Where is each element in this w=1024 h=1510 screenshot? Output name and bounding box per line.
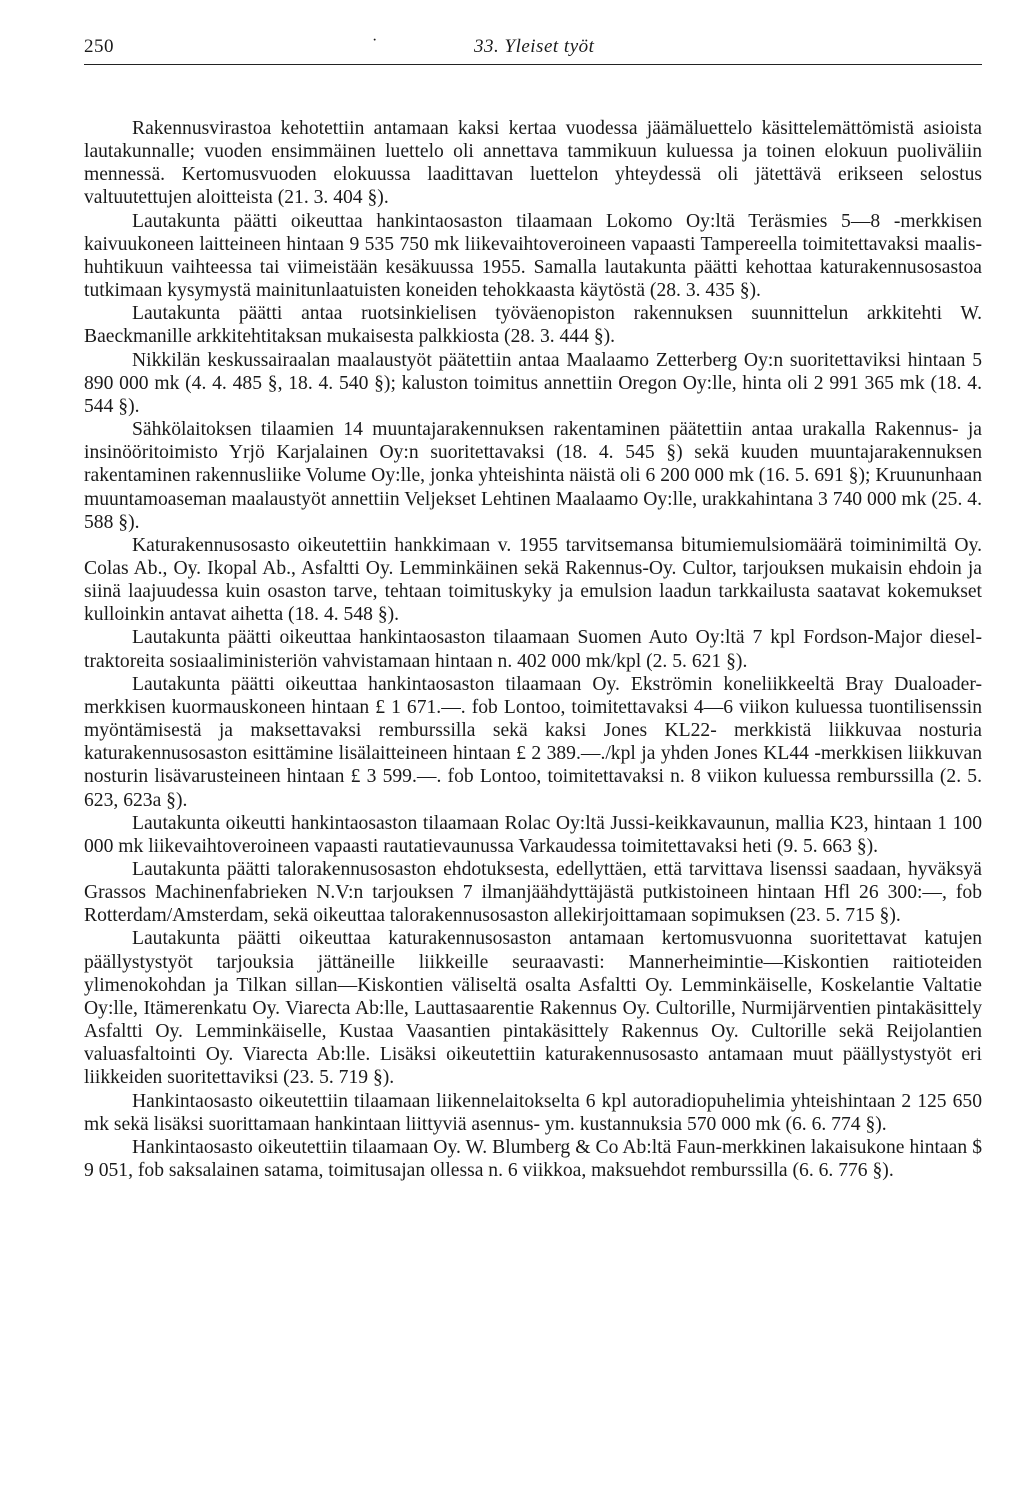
header-dot: · (372, 32, 378, 49)
page-number: 250 (84, 36, 114, 57)
section-title: 33. Yleiset työt (474, 36, 595, 57)
paragraph: Rakennusvirastoa kehotettiin antamaan kaksi kertaa vuodessa jäämäluettelo käsittelemättömistä asioista lautakunnalle; vuoden ensimmäinen luettelo oli annettava tammikuun kuluessa ja toinen elokuun puoliväliin mennessä. Kertomusvuoden elokuussa laadittavan luettelon yhteydessä oli jätettävä erikseen selostus valtuutettujen aloitteista (21. 3. 404 §). (84, 118, 982, 209)
running-header (84, 30, 982, 65)
paragraph: Lautakunta päätti antaa ruotsinkielisen työväenopiston rakennuksen suunnittelun arkkitehti W. Baeckmanille arkkitehtitaksan mukaisesta palkkiosta (28. 3. 444 §). (84, 303, 982, 348)
paragraph: Lautakunta päätti oikeuttaa hankintaosaston tilaamaan Lokomo Oy:ltä Teräsmies 5—8 -merkkisen kaivuukoneen laitteineen hintaan 9 535 750 mk liikevaihtoveroineen vapaasti Tampereella toimitettavaksi maalis-huhtikuun vaihteessa tai viimeistään kesäkuussa 1955. Samalla lautakunta päätti kehottaa katurakennusosastoa tutkimaan kysymystä mainitunlaatuisten koneiden tehokkaasta käytöstä (28. 3. 435 §). (84, 210, 982, 302)
paragraph: Hankintaosasto oikeutettiin tilaamaan liikennelaitokselta 6 kpl autoradiopuhelimia yhteishintaan 2 125 650 mk sekä lisäksi suorittamaan hankintaan liittyviä asennus- ym. kustannuksia 570 000 mk (6. 6. 774 §). (84, 1090, 982, 1135)
paragraph: Sähkölaitoksen tilaamien 14 muuntajarakennuksen rakentaminen päätettiin antaa urakalla Rakennus- ja insinööritoimisto Yrjö Karjalainen Oy:n suoritettavaksi (18. 4. 545 §) sekä kuuden muuntajarakennuksen rakentaminen rakennusliike Volume Oy:lle, jonka yhteishinta näistä oli 6 200 000 mk (16. 5. 691 §); Kruununhaan muuntamoaseman maalaustyöt annettiin Veljekset Lehtinen Maalaamo Oy:lle, urakkahintana 3 740 000 mk (25. 4. 588 §). (84, 419, 982, 533)
paragraph: Lautakunta päätti talorakennusosaston ehdotuksesta, edellyttäen, että tarvittava lisenssi saadaan, hyväksyä Grassos Machinenfabrieken N.V:n tarjouksen 7 ilmanjäähdyttäjästä putkistoineen hintaan Hfl 26 300:—, fob Rotterdam/Amsterdam, sekä oikeuttaa talorakennusosaston allekirjoittamaan sopimuksen (23. 5. 715 §). (84, 859, 982, 927)
paragraph: Nikkilän keskussairaalan maalaustyöt päätettiin antaa Maalaamo Zetterberg Oy:n suoritettaviksi hintaan 5 890 000 mk (4. 4. 485 §, 18. 4. 540 §); kaluston toimitus annettiin Oregon Oy:lle, hinta oli 2 991 365 mk (18. 4. 544 §). (84, 349, 982, 417)
paragraph: Katurakennusosasto oikeutettiin hankkimaan v. 1955 tarvitsemansa bitumiemulsiomäärä toiminimiltä Oy. Colas Ab., Oy. Ikopal Ab., Asfaltti Oy. Lemminkäinen sekä Rakennus-Oy. Cultor, tarjouksen mukaisin ehdoin ja siinä laajuudessa kuin osaston tarve, tehtaan toimituskyky ja emulsion laadun tarkkailusta saatavat kokemukset kulloinkin antavat aihetta (18. 4. 548 §). (84, 534, 982, 626)
document-page (84, 30, 982, 1182)
paragraph: Lautakunta päätti oikeuttaa hankintaosaston tilaamaan Suomen Auto Oy:ltä 7 kpl Fordson-Major diesel-traktoreita sosiaaliministeriön vahvistamaan hintaan n. 402 000 mk/kpl (2. 5. 621 §). (84, 627, 982, 672)
paragraph: Lautakunta päätti oikeuttaa hankintaosaston tilaamaan Oy. Ekströmin koneliikkeeltä Bray Dualoader-merkkisen kuormauskoneen hintaan £ 1 671.—. fob Lontoo, toimitettavaksi 4—6 viikon kuluessa tuontilisenssin myöntämisestä ja maksettavaksi remburssilla sekä kaksi Jones KL22- merkkistä liikkuvaa nosturia katurakennusosaston esittämine lisälaitteineen hintaan £ 2 389.—./kpl ja yhden Jones KL44 -merkkisen liikkuvan nosturin lisävarusteineen hintaan £ 3 599.—. fob Lontoo, toimitettavaksi n. 8 viikon kuluessa remburssilla (2. 5. 623, 623a §). (84, 673, 982, 811)
paragraph: Lautakunta oikeutti hankintaosaston tilaamaan Rolac Oy:ltä Jussi-keikkavaunun, mallia K23, hintaan 1 100 000 mk liikevaihtoveroineen vapaasti rautatievaunussa Varkaudessa toimitettavaksi heti (9. 5. 663 §). (84, 812, 982, 857)
paragraph: Lautakunta päätti oikeuttaa katurakennusosaston antamaan kertomusvuonna suoritettavat katujen päällystystyöt tarjouksia jättäneille liikkeille seuraavasti: Mannerheimintie—Kiskontien raitioteiden ylimenokohdan ja Tilkan sillan—Kiskontien väliseltä osalta Asfaltti Oy. Lemminkäiselle, Koskelantie Valtatie Oy:lle, Itämerenkatu Oy. Viarecta Ab:lle, Lauttasaarentie Rakennus Oy. Cultorille, Nurmijärventien pintakäsittely Asfaltti Oy. Lemminkäiselle, Kustaa Vaasantien pintakäsittely Rakennus Oy. Cultorille sekä Reijolantien valuasfaltointi Oy. Viarecta Ab:lle. Lisäksi oikeutettiin katurakennusosasto antamaan muut päällystystyöt eri liikkeiden suoritettaviksi (23. 5. 719 §). (84, 928, 982, 1089)
body-text (84, 117, 982, 1182)
paragraph: Hankintaosasto oikeutettiin tilaamaan Oy. W. Blumberg & Co Ab:ltä Faun-merkkinen lakaisukone hintaan $ 9 051, fob saksalainen satama, toimitusajan ollessa n. 6 viikkoa, maksuehdot remburssilla (6. 6. 776 §). (84, 1136, 982, 1182)
